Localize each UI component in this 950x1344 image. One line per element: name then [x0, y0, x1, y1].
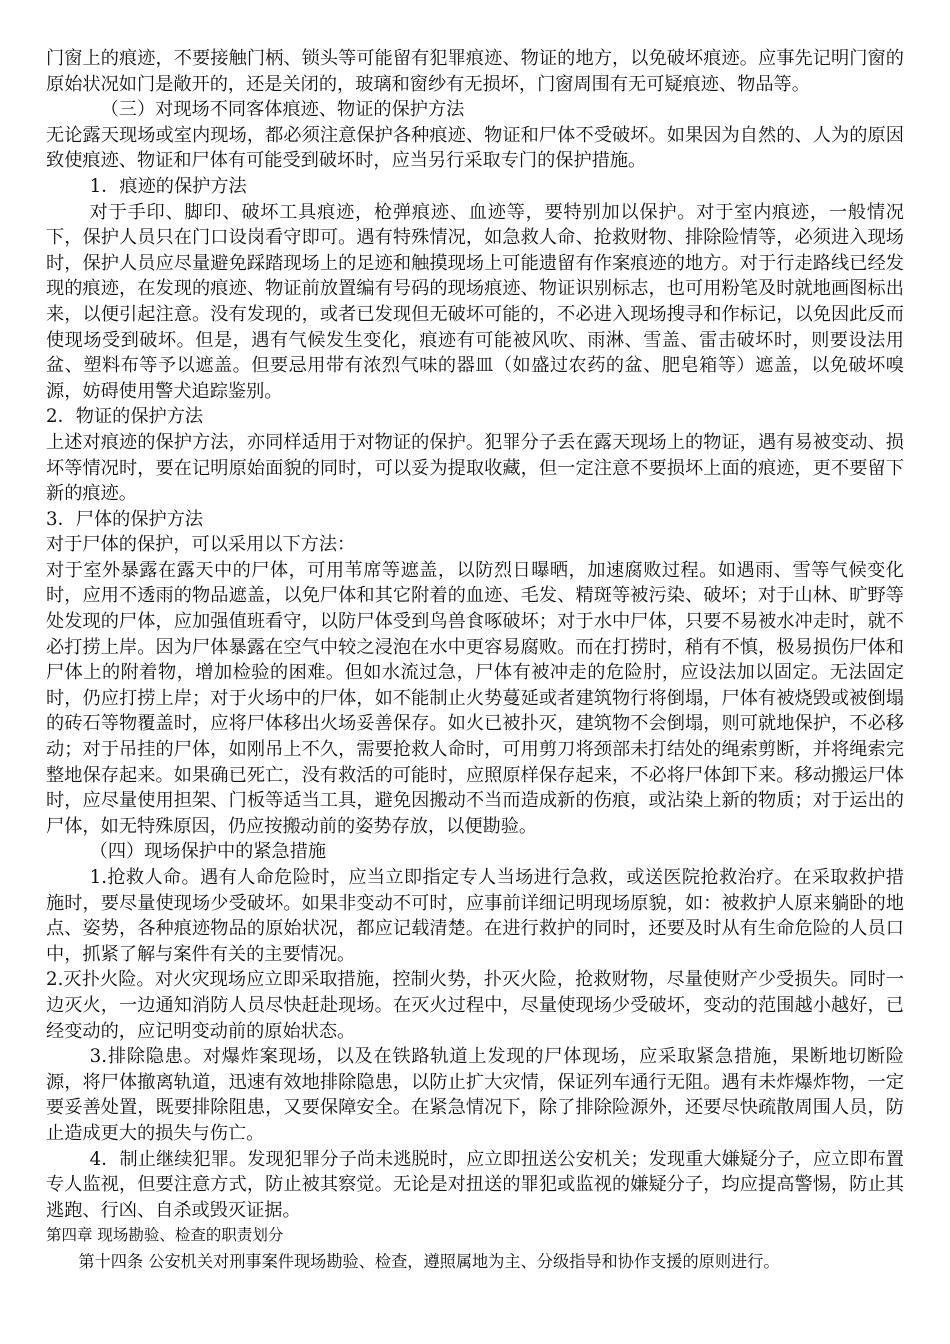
- document-page: [46, 46, 904, 1275]
- paragraph-fire-fighting: 2.灭扑火险。对火灾现场应立即采取措施，控制火势，扑灭火险，抢救财物，尽量使财产少受损失。同时一边灭火，一边通知消防人员尽快赶赴现场。在灭火过程中，尽量使现场少受破坏，变动的范围越小越好，已经变动的，应记明变动前的原始状态。: [46, 969, 904, 1042]
- chapter-heading: 第四章 现场勘验、检查的职责划分: [46, 1226, 284, 1245]
- paragraph-body-protection-intro: 对于尸体的保护，可以采用以下方法：: [46, 534, 356, 556]
- subheading-body-protection: 3．尸体的保护方法: [46, 508, 204, 530]
- section-heading-3: （三）对现场不同客体痕迹、物证的保护方法: [100, 99, 465, 121]
- paragraph-evidence-protection: 上述对痕迹的保护方法，亦同样适用于对物证的保护。犯罪分子丢在露天现场上的物证，遇有易被变动、损坏等情况时，要在记明原始面貌的同时，可以妥为提取收藏，但一定注意不要损坏上面的痕迹，更不要留下新的痕迹。: [46, 431, 904, 505]
- section-heading-4: （四）现场保护中的紧急措施: [89, 841, 327, 863]
- paragraph-trace-protection: 对于手印、脚印、破坏工具痕迹，枪弹痕迹、血迹等，要特别加以保护。对于室内痕迹，一般情况下，保护人员只在门口设岗看守即可。遇有特殊情况，如急救人命、抢救财物、排除险情等，必须进入现场时，保护人员应尽量避免踩踏现场上的足迹和触摸现场上可能遗留有作案痕迹的地方。对于行走路线已经发现的痕迹，在发现的痕迹、物证前放置编有号码的现场痕迹、物证识别标志，也可用粉笔及时就地画图标出来，以便引起注意。没有发现的，或者已发现但无破坏可能的，不必进入现场搜寻和作标记，以免因此反而使现场受到破坏。但是，遇有气候发生变化，痕迹有可能被风吹、雨淋、雪盖、雷击破坏时，则要设法用盆、塑料布等予以遮盖。但要忌用带有浓烈气味的器皿（如盛过农药的盆、肥皂箱等）遮盖，以免破坏嗅源，妨碍使用警犬追踪鉴别。: [46, 201, 904, 402]
- paragraph-stop-crime: 4．制止继续犯罪。发现犯罪分子尚未逃脱时，应立即扭送公安机关；发现重大嫌疑分子，应立即布置专人监视，但要注意方式，防止被其察觉。无论是对扭送的罪犯或监视的嫌疑分子，均应提高警惕，防止其逃跑、行凶、自杀或毁灭证据。: [46, 1148, 904, 1221]
- paragraph-general-protection: 无论露天现场或室内现场，都必须注意保护各种痕迹、物证和尸体不受破坏。如果因为自然的、人为的原因致使痕迹、物证和尸体有可能受到破坏时，应当另行采取专门的保护措施。: [46, 124, 904, 172]
- paragraph-body-protection: 对于室外暴露在露天中的尸体，可用苇席等遮盖，以防烈日曝晒，加速腐败过程。如遇雨、雪等气候变化时，应用不透雨的物品遮盖，以免尸体和其它附着的血迹、毛发、精斑等被污染、破坏；对于山林、旷野等处发现的尸体，应加强值班看守，以防尸体受到鸟兽食啄破坏；对于水中尸体，只要不易被水冲走时，就不必打捞上岸。因为尸体暴露在空气中较之浸泡在水中更容易腐败。而在打捞时，稍有不慎，极易损伤尸体和尸体上的附着物，增加检验的困难。但如水流过急，尸体有被冲走的危险肘，应设法加以固定。无法固定时，仍应打捞上岸；对于火场中的尸体，如不能制止火势蔓延或者建筑物行将倒塌，尸体有被烧毁或被倒塌的砖石等物覆盖时，应将尸体移出火场妥善保存。如火已被扑灭，建筑物不会倒塌，则可就地保护，不必移动；对于吊挂的尸体，如刚吊上不久，需要抢救人命时，可用剪刀将颈部未打结处的绳索剪断，并将绳索完整地保存起来。如果确已死亡，没有救活的可能时，应照原样保存起来，不必将尸体卸下来。移动搬运尸体时，应尽量使用担架、门板等适当工具，避免因搬动不当而造成新的伤痕，或沾染上新的物质；对于运出的尸体，如无特殊原因，仍应按搬动前的姿势存放，以便勘验。: [46, 559, 904, 837]
- article-14: 第十四条 公安机关对刑事案件现场勘验、检查，遵照属地为主、分级指导和协作支援的原则进行。: [78, 1251, 780, 1271]
- subheading-trace-protection: 1．痕迹的保护方法: [89, 175, 247, 197]
- subheading-evidence-protection: 2．物证的保护方法: [46, 406, 204, 428]
- paragraph-rescue-life: 1.抢救人命。遇有人命危险时，应当立即指定专人当场进行急救，或送医院抢救治疗。在采取救护措施时，要尽量使现场少受破坏。如果非变动不可时，应事前详细记明现场原貌，如：被救护人原来躺卧的地点、姿势，各种痕迹物品的原始状况，都应记载清楚。在进行救护的同时，还要及时从有生命危险的人员口中，抓紧了解与案件有关的主要情况。: [46, 867, 904, 965]
- paragraph-door-window-traces: 门窗上的痕迹，不要接触门柄、锁头等可能留有犯罪痕迹、物证的地方，以免破坏痕迹。应事先记明门窗的原始状况如门是敞开的，还是关闭的，玻璃和窗纱有无损坏，门窗周围有无可疑痕迹、物品等。: [46, 48, 904, 95]
- paragraph-hazard-removal: 3.排除隐患。对爆炸案现场，以及在铁路轨道上发现的尸体现场，应采取紧急措施，果断地切断险源，将尸体撤离轨道，迅速有效地排除隐患，以防止扩大灾情，保证列车通行无阻。遇有未炸爆炸物，一定要妥善处置，既要排除阻患，又要保障安全。在紧急情况下，除了排除险源外，还要尽快疏散周围人员，防止造成更大的损失与伤亡。: [46, 1046, 904, 1144]
